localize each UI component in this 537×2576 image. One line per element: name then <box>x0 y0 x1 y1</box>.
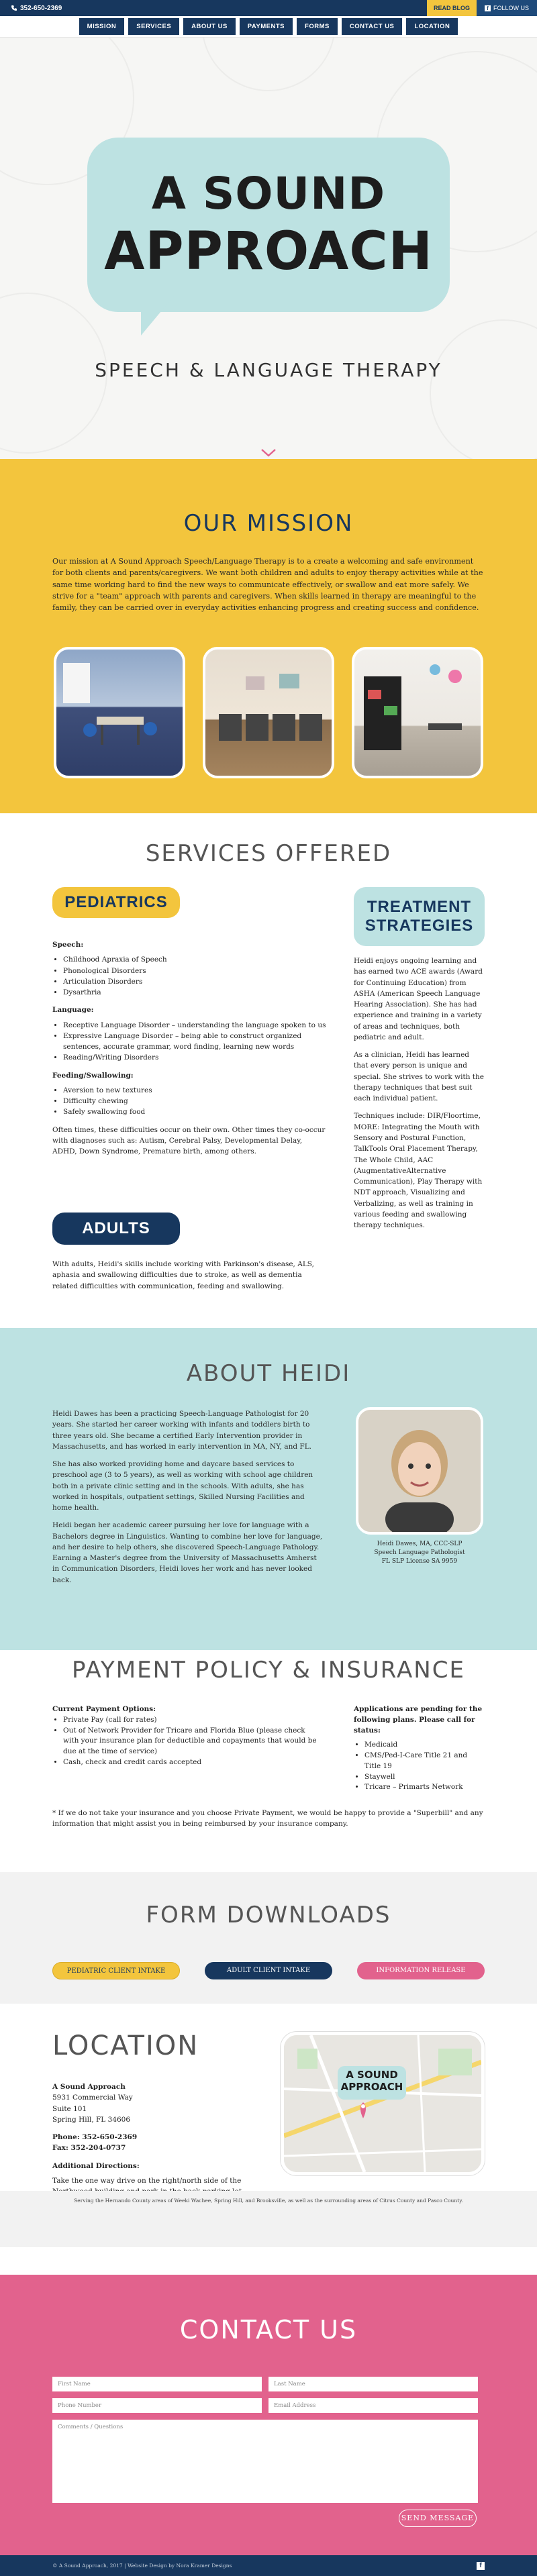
location-map[interactable] <box>281 2032 485 2175</box>
adult-intake-button[interactable]: ADULT CLIENT INTAKE <box>205 1962 332 1979</box>
nav-payments[interactable]: PAYMENTS <box>240 18 293 35</box>
list-item: • Difficulty chewing <box>63 1096 328 1106</box>
about-title: ABOUT HEIDI <box>186 1360 351 1387</box>
phone-text: Phone: 352-650-2369 <box>52 2133 138 2142</box>
co-occurring-text: Often times, these difficulties occur on their own. Other times they co-occur with diagnoses such as: Autism, Cerebral Palsy, Developmental Delay, ADHD, Down Syndrome, Premature birth, among others. <box>52 1125 326 1156</box>
treatment-strategies-text <box>354 956 485 1231</box>
services-title: SERVICES OFFERED <box>145 840 392 867</box>
contact-title: CONTACT US <box>179 2315 358 2345</box>
follow-us-label: FOLLOW US <box>493 5 529 11</box>
follow-us-link[interactable] <box>477 0 537 16</box>
decorative-ring <box>201 38 336 91</box>
pending-plans <box>354 1704 485 1793</box>
list-item: • Dysarthria <box>63 987 328 998</box>
pediatrics-services <box>52 939 328 1157</box>
read-blog-button[interactable]: READ BLOG <box>427 0 477 16</box>
nav-mission[interactable]: MISSION <box>79 18 125 35</box>
payment-options-heading: Current Payment Options: <box>52 1705 156 1713</box>
forms-section <box>0 1872 537 2004</box>
mission-text: Our mission at A Sound Approach Speech/Language Therapy is to a create a welcoming and safe environment for both clients and parents/caregivers. We want both children and adults to enjoy therapy activities while at the same time working hard to find the new ways to communicate effectively, or swallow and eat more safely. We strive for a "team" approach with parents and caregivers. When skills learned in therapy are meaningful to the family, they can be carried over in everyday activities enhancing progress and creating success and confidence. <box>52 557 483 613</box>
logo-speech-bubble-tail <box>141 295 175 336</box>
decorative-ring <box>430 319 537 459</box>
directions-heading: Additional Directions: <box>52 2161 140 2170</box>
treatment-paragraph: Heidi enjoys ongoing learning and has earned two ACE awards (Award for Continuing Education) from ASHA (American Speech Language Hearing Association). She has had experience and training in a variety of areas and techniques, both pediatric and adult. <box>354 957 483 1041</box>
list-item: • Expressive Language Disorder – being able to construct organized sentences, accurate grammar, word finding, learning new words <box>63 1031 328 1053</box>
treatment-label-1: TREATMENT <box>367 898 472 916</box>
list-item: • Phonological Disorders <box>63 966 328 976</box>
list-item: • Staywell <box>364 1772 485 1783</box>
top-bar <box>0 0 537 16</box>
phone-link[interactable] <box>0 5 62 12</box>
list-item: • Receptive Language Disorder – understanding the language spoken to us <box>63 1020 328 1031</box>
payment-note: * If we do not take your insurance and you choose Private Payment, we would be happy to provide a "Superbill" and any information that might assist you in being reimbursed by your insurance company. <box>52 1809 483 1828</box>
logo-line-2: APPROACH <box>104 221 433 282</box>
heidi-caption <box>349 1540 490 1566</box>
nav-services[interactable]: SERVICES <box>128 18 179 35</box>
main-nav <box>0 16 537 38</box>
about-paragraph: Heidi began her academic career pursuing her love for language with a Bachelors degree in Linguistics. Wanting to combine her love for language, and her desire to help others, she discovered Speech-Language Pathology. Earning a Master's degree from the University of Massachusetts Amherst in Communication Disorders, Heidi loves her work and has never looked back. <box>52 1521 323 1584</box>
phone-number: 352-650-2369 <box>20 4 62 12</box>
contact-section <box>0 2275 537 2555</box>
treatment-label-2: STRATEGIES <box>364 917 474 935</box>
map-logo-line-2: APPROACH <box>340 2081 403 2093</box>
list-item: • Safely swallowing food <box>63 1106 328 1117</box>
last-name-field[interactable]: Last Name <box>268 2377 478 2391</box>
treatment-paragraph: As a clinician, Heidi has learned that every person is unique and special. She strives to work with the therapy techniques that best suit each individual patient. <box>354 1051 484 1103</box>
speech-heading: Speech: <box>52 941 84 949</box>
address-line: Suite 101 <box>52 2104 87 2113</box>
therapy-room-photo <box>352 647 483 778</box>
language-heading: Language: <box>52 1006 94 1015</box>
about-text <box>52 1408 324 1586</box>
nav-forms[interactable]: FORMS <box>297 18 338 35</box>
mission-title: OUR MISSION <box>183 510 354 537</box>
about-section <box>0 1328 537 1650</box>
caption-line: Speech Language Pathologist <box>374 1549 465 1557</box>
list-item: • Tricare – Primarts Network <box>364 1782 485 1793</box>
waiting-room-photo <box>203 647 334 778</box>
feeding-heading: Feeding/Swallowing: <box>52 1071 134 1080</box>
phone-number-field[interactable]: Phone Number <box>52 2398 262 2413</box>
first-name-field[interactable]: First Name <box>52 2377 262 2391</box>
facebook-icon[interactable]: f <box>477 2562 485 2570</box>
address-line: Spring Hill, FL 34606 <box>52 2115 131 2124</box>
about-paragraph: Heidi Dawes has been a practicing Speech-Language Pathologist for 20 years. She started her career working with infants and toddlers birth to three years old. She became a certified Early Intervention provider in Massachusetts, and has worked in early intervention in MA, NY, and FL. <box>52 1410 311 1451</box>
email-field[interactable]: Email Address <box>268 2398 478 2413</box>
pending-plans-heading: Applications are pending for the following plans. Please call for status: <box>354 1705 483 1735</box>
comments-field[interactable]: Comments / Questions <box>52 2420 478 2503</box>
copyright-text: © A Sound Approach, 2017 | Website Design by Nora Kramer Designs <box>52 2563 232 2569</box>
nav-location[interactable]: LOCATION <box>406 18 458 35</box>
list-item: • Childhood Apraxia of Speech <box>63 954 328 965</box>
location-title: LOCATION <box>52 2030 199 2061</box>
treatment-paragraph: Techniques include: DIR/Floortime, MORE: Integrating the Mouth with Sensory and Postural Function, TalkTools Oral Placement Therapy, The Whole Child, AAC (AugmentativeAlternative Communication), Play Therapy with NDT approach, Visualizing and Verbalizing, as well as training in various feeding and swallowing therapy techniques. <box>354 1112 483 1230</box>
list-item: • Articulation Disorders <box>63 976 328 987</box>
pediatric-intake-button[interactable]: PEDIATRIC CLIENT INTAKE <box>52 1962 180 1979</box>
adults-text: With adults, Heidi's skills include working with Parkinson's disease, ALS, aphasia and swallowing difficulties due to stroke, as well as dementia related difficulties with communication, feeding and swallowing. <box>52 1260 314 1290</box>
logo-line-1: A SOUND <box>151 168 386 219</box>
nav-about-us[interactable]: ABOUT US <box>183 18 236 35</box>
forms-title: FORM DOWNLOADS <box>146 1902 391 1928</box>
mission-section <box>0 459 537 813</box>
adults-badge: ADULTS <box>52 1213 180 1245</box>
payment-options <box>52 1704 321 1768</box>
list-item: • Out of Network Provider for Tricare and Florida Blue (please check with your insurance plan for deductible and copayments that would be due at the time of service) <box>63 1726 321 1757</box>
list-item: • Medicaid <box>364 1740 485 1751</box>
fax-text: Fax: 352-204-0737 <box>52 2144 126 2153</box>
list-item: • Reading/Writing Disorders <box>63 1052 328 1063</box>
footer <box>0 2555 537 2576</box>
list-item: • Private Pay (call for rates) <box>63 1715 321 1726</box>
caption-line: Heidi Dawes, MA, CCC-SLP <box>377 1541 462 1547</box>
caption-line: FL SLP License SA 9959 <box>381 1558 458 1565</box>
map-logo-line-1: A SOUND <box>346 2069 398 2081</box>
address-line: 5931 Commercial Way <box>52 2094 133 2102</box>
pediatrics-badge: PEDIATRICS <box>52 887 180 918</box>
send-message-button[interactable]: SEND MESSAGE <box>399 2510 477 2527</box>
treatment-strategies-badge <box>354 887 485 946</box>
office-photo <box>54 647 185 778</box>
list-item: • CMS/Ped-I-Care Title 21 and Title 19 <box>364 1751 485 1772</box>
phone-icon <box>11 5 17 11</box>
chevron-down-icon[interactable] <box>260 448 277 458</box>
payment-title: PAYMENT POLICY & INSURANCE <box>72 1657 465 1684</box>
facebook-icon: f <box>485 5 491 11</box>
heidi-portrait <box>356 1407 483 1535</box>
list-item: • Cash, check and credit cards accepted <box>63 1757 321 1768</box>
business-name: A Sound Approach <box>52 2083 126 2091</box>
directions-text: Take the one way drive on the right/north side of the <box>52 2176 242 2185</box>
nav-contact-us[interactable]: CONTACT US <box>342 18 403 35</box>
list-item: • Aversion to new textures <box>63 1085 328 1096</box>
service-area-text: Serving the Hernando County areas of Weeki Wachee, Spring Hill, and Brooksville, as well as the surrounding areas of Citrus County and Pasco County. <box>74 2198 463 2204</box>
hero-tagline: SPEECH & LANGUAGE THERAPY <box>95 359 442 381</box>
information-release-button[interactable]: INFORMATION RELEASE <box>357 1962 485 1979</box>
about-paragraph: She has also worked providing home and daycare based services to preschool age (3 to 5 years), as well as working with school age children both in a private clinic setting and in the schools. With adults, she has worked in hospitals, outpatient settings, Skilled Nursing Facilities and home health. <box>52 1460 313 1512</box>
